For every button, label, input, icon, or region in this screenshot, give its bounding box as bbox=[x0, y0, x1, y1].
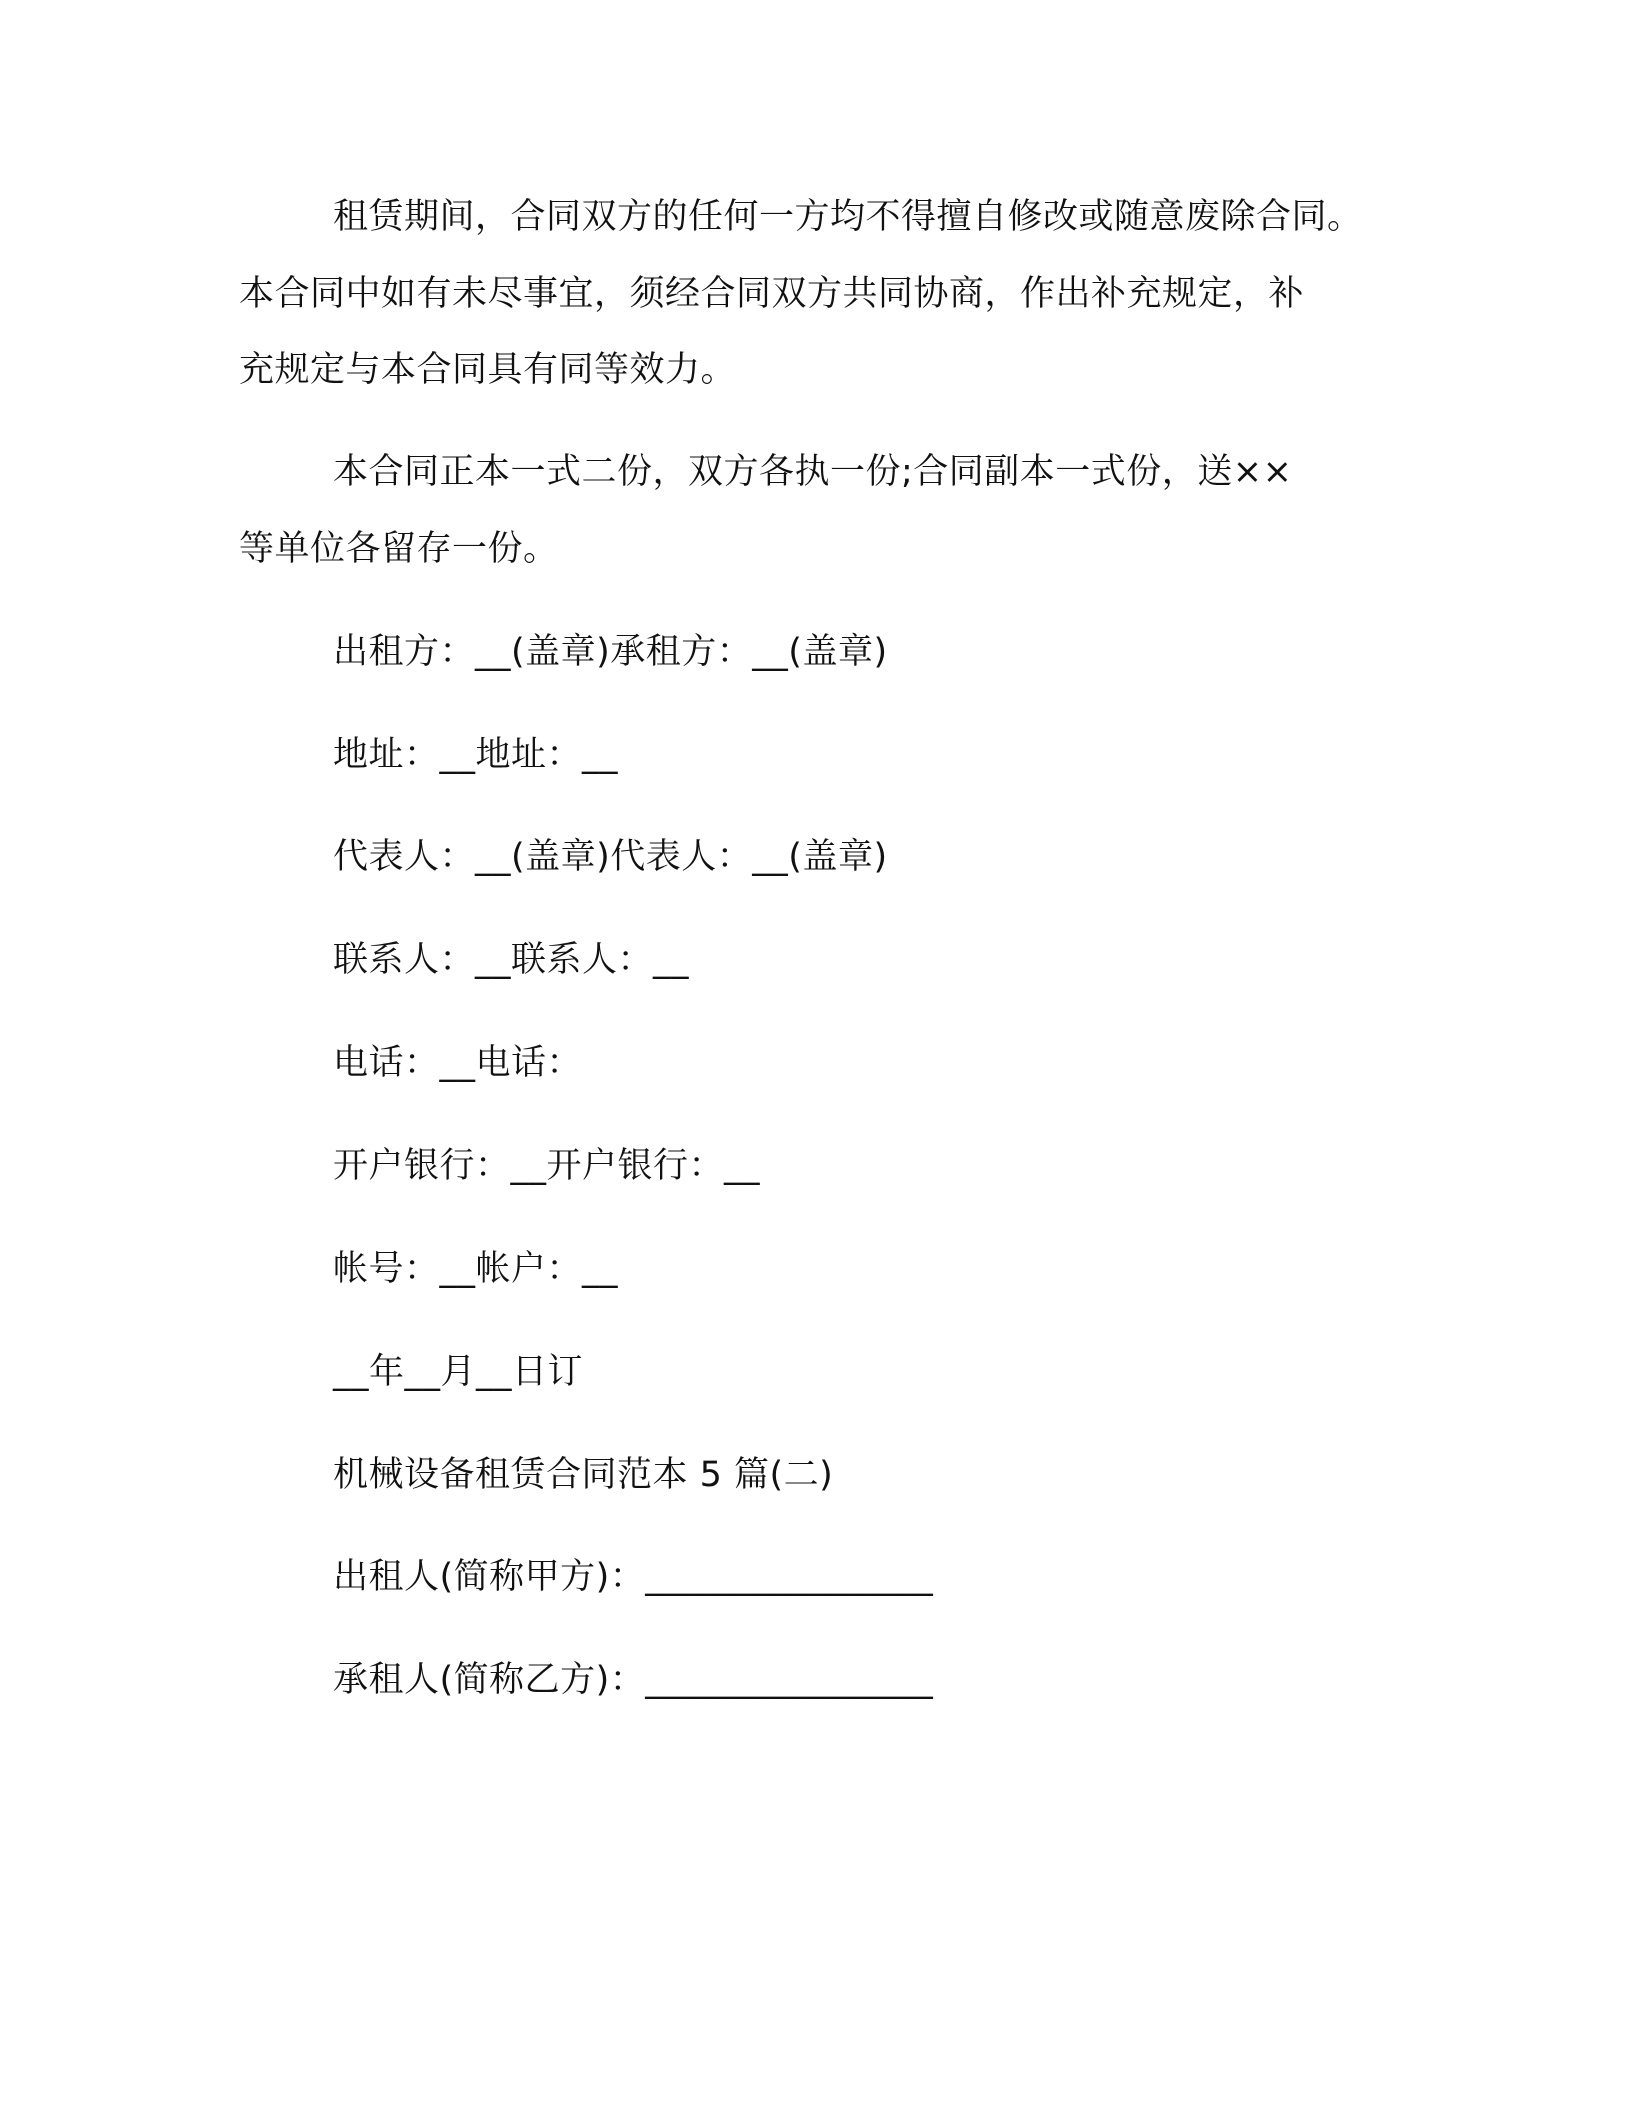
address-line: 地址：__地址：__ bbox=[333, 735, 619, 775]
party-a-line: 出租人(简称甲方)：________________ bbox=[333, 1557, 934, 1597]
date-line: __年__月__日订 bbox=[333, 1352, 584, 1392]
paragraph-2-line-2: 等单位各留存一份。 bbox=[239, 529, 559, 569]
account-line: 帐号：__帐户：__ bbox=[333, 1249, 619, 1289]
representative-line: 代表人：__(盖章)代表人：__(盖章) bbox=[333, 837, 888, 877]
lessor-lessee-line: 出租方：__(盖章)承租方：__(盖章) bbox=[333, 632, 888, 672]
contact-line: 联系人：__联系人：__ bbox=[333, 940, 690, 980]
party-b-line: 承租人(简称乙方)：________________ bbox=[333, 1660, 934, 1700]
paragraph-2-line-1: 本合同正本一式二份，双方各执一份;合同副本一式份，送×× bbox=[333, 452, 1293, 492]
paragraph-1-line-1: 租赁期间，合同双方的任何一方均不得擅自修改或随意废除合同。 bbox=[333, 197, 1363, 237]
paragraph-1-line-2: 本合同中如有未尽事宜，须经合同双方共同协商，作出补充规定，补 bbox=[239, 274, 1305, 314]
bank-line: 开户银行：__开户银行：__ bbox=[333, 1146, 761, 1186]
paragraph-1-line-3: 充规定与本合同具有同等效力。 bbox=[239, 350, 737, 390]
section-title: 机械设备租赁合同范本 5 篇(二) bbox=[333, 1455, 834, 1495]
phone-line: 电话：__电话： bbox=[333, 1043, 583, 1083]
